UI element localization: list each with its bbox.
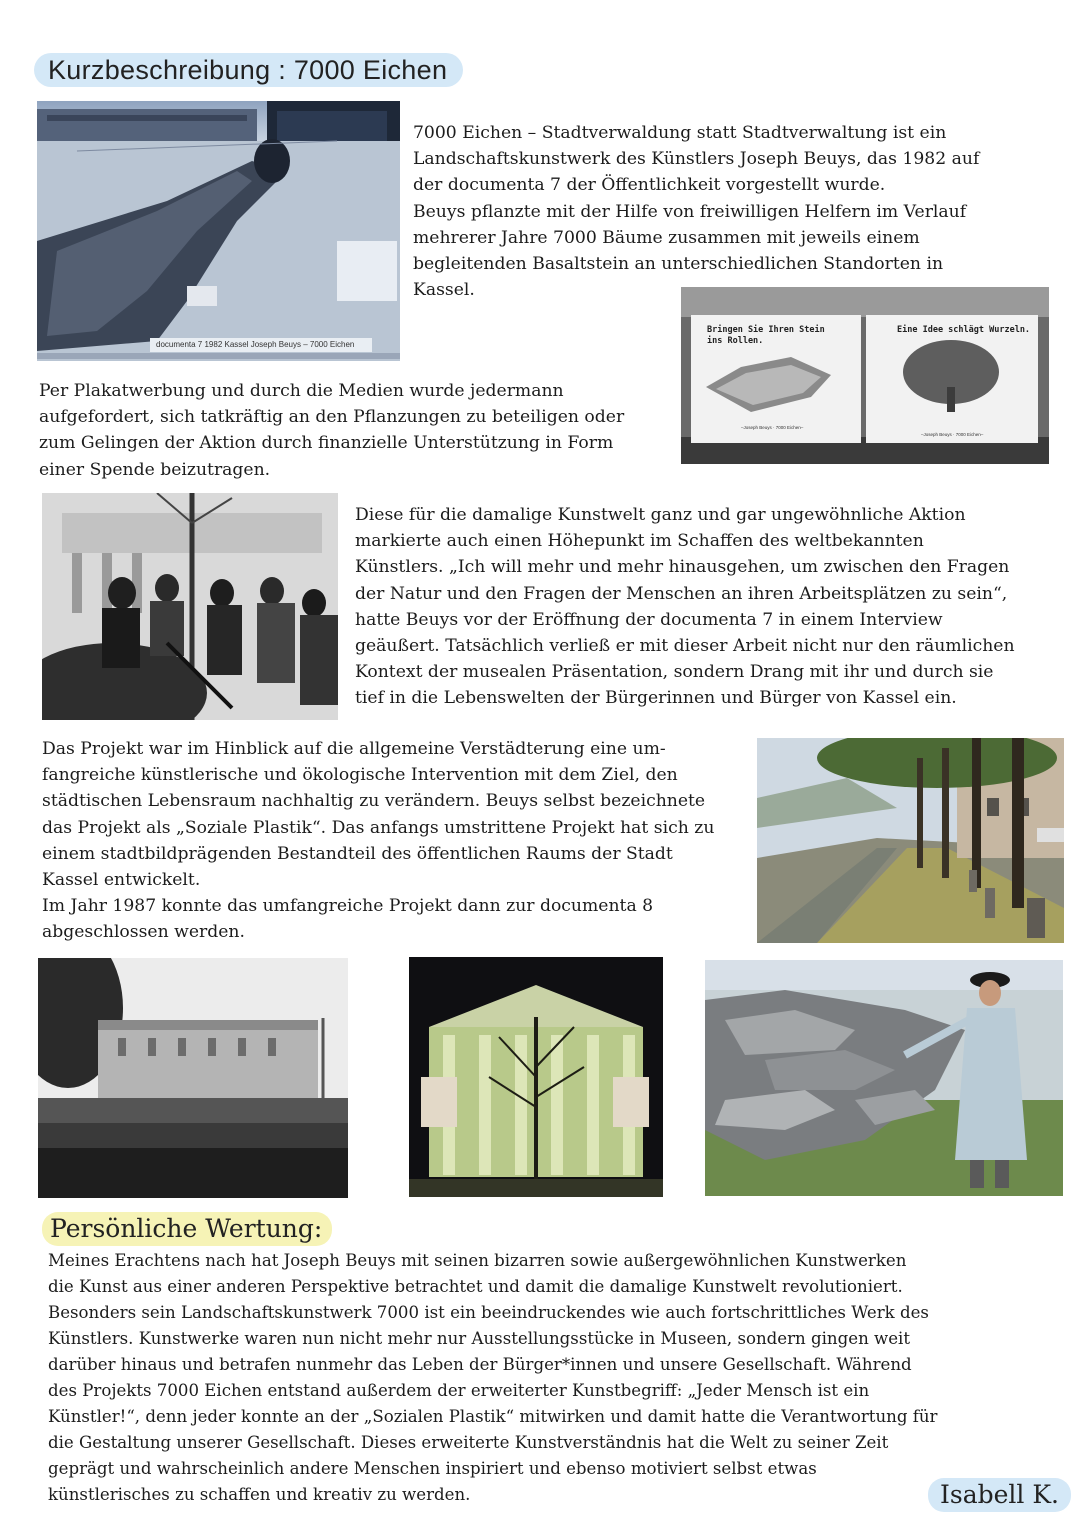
billboard-illustration [681, 287, 1049, 464]
text-line: Meines Erachtens nach hat Joseph Beuys mit seinen bizarren sowie außergewöhnlichen Kunstwerken [48, 1251, 907, 1270]
highlight-paragraph [355, 502, 1055, 712]
text-line: Diese für die damalige Kunstwelt ganz und gar ungewöhnliche Aktion [355, 505, 966, 525]
text-line: Kassel entwickelt. [42, 870, 201, 891]
text-line: tief in die Lebenswelten der Bürgerinnen und Bürger von Kassel ein. [355, 688, 957, 709]
poster-left-footer: –Joseph Beuys · 7000 Eichen– [741, 425, 804, 430]
photo-billboards [681, 287, 1049, 464]
fridericianum-night-illustration [409, 957, 663, 1197]
text-line: begleitenden Basaltstein an unterschiedlichen Standorten in [413, 254, 944, 275]
poster-heading-line: ins Rollen. [707, 336, 764, 346]
page-title: Kurzbeschreibung : 7000 Eichen [34, 53, 463, 87]
text-line: Das Projekt war im Hinblick auf die allgemeine Verstädterung eine um- [42, 739, 666, 759]
text-line: markierte auch einen Höhepunkt im Schaffen des weltbekannten [355, 531, 924, 552]
text-line: darüber hinaus und betrafen nunmehr das Leben der Bürger*innen und unsere Gesellschaft. Während [48, 1355, 912, 1374]
text-line: zum Gelingen der Aktion durch finanzielle Unterstützung in Form [39, 433, 614, 454]
author-name: Isabell K. [928, 1478, 1071, 1512]
text-line: Künstler!“, denn jeder konnte an der „Sozialen Plastik“ mitwirken und damit hatte die Verantwortung für [48, 1407, 938, 1426]
text-line: mehrerer Jahre 7000 Bäume zusammen mit jeweils einem [413, 227, 920, 248]
opinion-paragraph [48, 1248, 1048, 1508]
text-line: der Natur und den Fragen der Menschen an ihren Arbeitsplätzen zu sein“, [355, 583, 1008, 604]
text-line: Landschaftskunstwerk des Künstlers Joseph Beuys, das 1982 auf [413, 149, 980, 170]
text-line: einem stadtbildprägenden Bestandteil des öffentlichen Raums der Stadt [42, 843, 673, 864]
text-line: die Kunst aus einer anderen Perspektive betrachtet und damit die damalige Kunstwelt revolutioniert. [48, 1277, 903, 1296]
poster-heading-line: Bringen Sie Ihren Stein [707, 325, 825, 335]
poster-right-footer: –Joseph Beuys · 7000 Eichen– [921, 432, 984, 437]
intro-paragraph [413, 120, 1053, 303]
text-line: einer Spende beizutragen. [39, 459, 271, 480]
planting-illustration [42, 493, 338, 720]
fridericianum-bw-illustration [38, 958, 348, 1198]
tree-avenue-illustration [757, 738, 1064, 943]
text-line: aufgefordert, sich tatkräftig an den Pflanzungen zu beteiligen oder [39, 407, 625, 428]
text-line: Besonders sein Landschaftskunstwerk 7000 ist ein beeindruckendes wie auch fortschrittliches Werk des [48, 1303, 929, 1322]
text-line: der documenta 7 der Öffentlichkeit vorgestellt wurde. [413, 175, 886, 196]
text-line: Im Jahr 1987 konnte das umfangreiche Projekt dann zur documenta 8 [42, 896, 654, 917]
poster-paragraph [39, 378, 679, 483]
photo-caption: documenta 7 1982 Kassel Joseph Beuys – 7000 Eichen [150, 338, 372, 352]
text-line: des Projekts 7000 Eichen entstand außerdem der erweiterter Kunstbegriff: „Jeder Mensch ist ein [48, 1381, 870, 1400]
photo-beuys-stones [705, 960, 1063, 1196]
photo-fridericianum-night [409, 957, 663, 1197]
text-line: abgeschlossen werden. [42, 922, 245, 943]
poster-right-heading: Eine Idee schlägt Wurzeln. [897, 325, 1031, 335]
text-line: Künstlers. Kunstwerke waren nun nicht mehr nur Ausstellungsstücke in Museen, sondern gingen weit [48, 1329, 911, 1348]
beuys-stones-illustration [705, 960, 1063, 1196]
photo-tree-avenue [757, 738, 1064, 943]
text-line: 7000 Eichen – Stadtverwaldung statt Stadtverwaltung ist ein [413, 123, 947, 143]
text-line: hatte Beuys vor der Eröffnung der documenta 7 in einem Interview [355, 609, 943, 630]
text-line: das Projekt als „Soziale Plastik“. Das anfangs umstrittene Projekt hat sich zu [42, 817, 715, 838]
opinion-heading: Persönliche Wertung: [42, 1212, 332, 1246]
text-line: Per Plakatwerbung und durch die Medien wurde jedermann [39, 381, 564, 401]
stone-pile-illustration [37, 101, 400, 361]
photo-planting [42, 493, 338, 720]
text-line: städtischen Lebensraum nachhaltig zu verändern. Beuys selbst bezeichnete [42, 791, 706, 812]
text-line: die Gestaltung unserer Gesellschaft. Dieses erweiterte Kunstverständnis hat die Welt zu seiner Zeit [48, 1433, 889, 1452]
text-line: Künstlers. „Ich will mehr und mehr hinausgehen, um zwischen den Fragen [355, 557, 1010, 578]
text-line: fangreiche künstlerische und ökologische Intervention mit dem Ziel, den [42, 765, 678, 786]
photo-fridericianum-bw [38, 958, 348, 1198]
text-line: Kontext der musealen Präsentation, sondern Drang mit ihr und durch sie [355, 662, 994, 683]
text-line: geprägt und wahrscheinlich andere Menschen inspiriert und ebenso motiviert selbst etwas [48, 1459, 817, 1478]
text-line: Kassel. [413, 280, 475, 301]
poster-left-heading [707, 325, 825, 347]
photo-stone-pile [37, 101, 400, 361]
text-line: Beuys pflanzte mit der Hilfe von freiwilligen Helfern im Verlauf [413, 201, 967, 222]
text-line: geäußert. Tatsächlich verließ er mit dieser Arbeit nicht nur den räumlichen [355, 636, 1015, 657]
project-paragraph [42, 736, 762, 946]
text-line: künstlerisches zu schaffen und kreativ zu werden. [48, 1485, 471, 1504]
